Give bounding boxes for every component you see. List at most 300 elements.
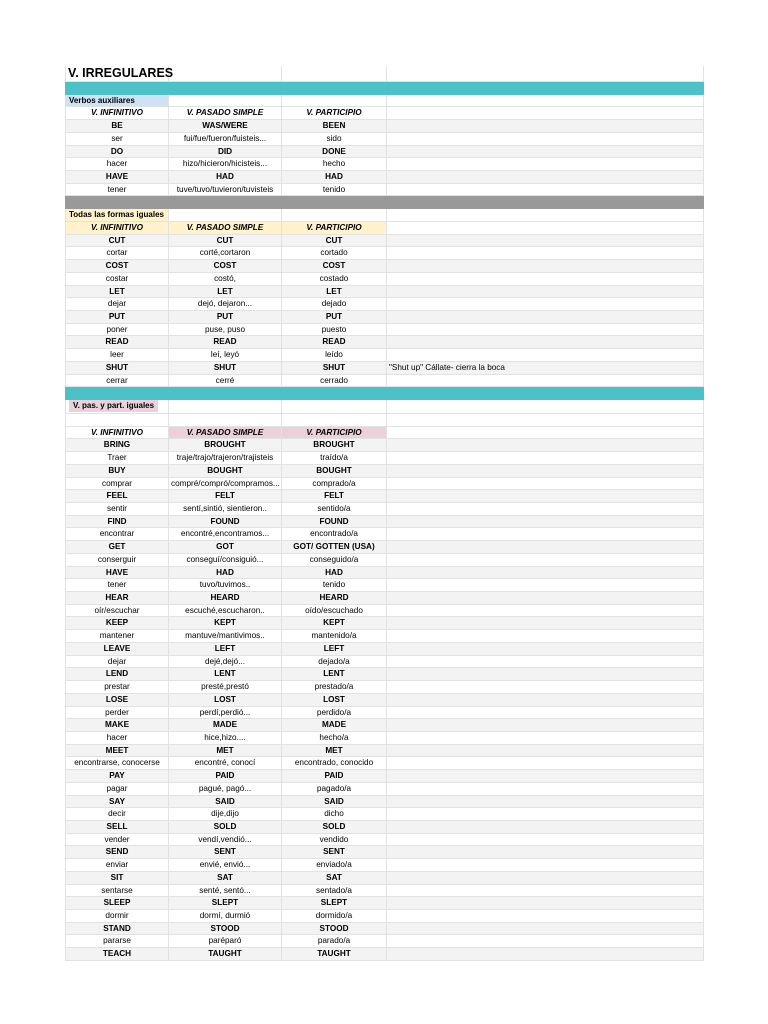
- cell-infinitivo[interactable]: TEACH: [65, 948, 169, 961]
- cell-infinitivo[interactable]: poner: [65, 324, 169, 337]
- cell-nota[interactable]: [387, 745, 704, 758]
- cell-infinitivo[interactable]: encontrarse, conocerse: [65, 757, 169, 770]
- cell-participio[interactable]: MET: [282, 745, 387, 758]
- table-row: [65, 452, 704, 465]
- cell-participio[interactable]: costado: [282, 273, 387, 286]
- cell-infinitivo[interactable]: BUY: [65, 465, 169, 478]
- cell-participio[interactable]: SAID: [282, 796, 387, 809]
- cell-pasado-simple[interactable]: puse, puso: [169, 324, 282, 337]
- cell-pasado-simple[interactable]: STOOD: [169, 923, 282, 936]
- cell-infinitivo[interactable]: SLEEP: [65, 897, 169, 910]
- cell-infinitivo[interactable]: LEND: [65, 668, 169, 681]
- cell-nota[interactable]: [387, 770, 704, 783]
- table-row: [65, 935, 704, 948]
- cell-pasado-simple[interactable]: presté,prestó: [169, 681, 282, 694]
- cell-nota[interactable]: [387, 503, 704, 516]
- cell-nota[interactable]: [387, 158, 704, 171]
- cell-participio[interactable]: TAUGHT: [282, 948, 387, 961]
- cell[interactable]: [387, 209, 704, 222]
- header-participio[interactable]: V. PARTICIPIO: [282, 222, 387, 235]
- cell[interactable]: [65, 82, 169, 95]
- cell-participio[interactable]: oído/escuchado: [282, 605, 387, 618]
- cell-pasado-simple[interactable]: tuve/tuvo/tuvieron/tuvisteis: [169, 184, 282, 197]
- cell[interactable]: [387, 82, 704, 95]
- cell-participio[interactable]: sentido/a: [282, 503, 387, 516]
- cell-pasado-simple[interactable]: TAUGHT: [169, 948, 282, 961]
- table-row: [65, 630, 704, 643]
- cell-nota[interactable]: [387, 630, 704, 643]
- cell-infinitivo[interactable]: pararse: [65, 935, 169, 948]
- cell-nota[interactable]: [387, 668, 704, 681]
- cell-infinitivo[interactable]: GET: [65, 541, 169, 554]
- cell-nota[interactable]: [387, 465, 704, 478]
- cell-participio[interactable]: perdido/a: [282, 707, 387, 720]
- cell-nota[interactable]: [387, 643, 704, 656]
- cell-participio[interactable]: conseguido/a: [282, 554, 387, 567]
- cell-nota[interactable]: [387, 846, 704, 859]
- table-row: [65, 707, 704, 720]
- cell-pasado-simple[interactable]: traje/trajo/trajeron/trajisteis: [169, 452, 282, 465]
- cell-participio[interactable]: LEFT: [282, 643, 387, 656]
- cell-nota[interactable]: [387, 732, 704, 745]
- cell-infinitivo[interactable]: SHUT: [65, 362, 169, 375]
- cell-pasado-simple[interactable]: pagué, pagó...: [169, 783, 282, 796]
- table-row: [65, 885, 704, 898]
- cell-nota[interactable]: "Shut up" Cállate- cierra la boca: [387, 362, 704, 375]
- cell-nota[interactable]: [387, 452, 704, 465]
- cell-nota[interactable]: [387, 490, 704, 503]
- cell-participio[interactable]: dormido/a: [282, 910, 387, 923]
- cell-infinitivo[interactable]: ser: [65, 133, 169, 146]
- cell-infinitivo[interactable]: DO: [65, 146, 169, 159]
- header-pasado-simple[interactable]: V. PASADO SIMPLE: [169, 222, 282, 235]
- cell-pasado-simple[interactable]: FOUND: [169, 516, 282, 529]
- cell-pasado-simple[interactable]: fui/fue/fueron/fuisteis...: [169, 133, 282, 146]
- cell-participio[interactable]: tenido: [282, 579, 387, 592]
- cell-nota[interactable]: [387, 260, 704, 273]
- cell-infinitivo[interactable]: BE: [65, 120, 169, 133]
- cell[interactable]: [282, 209, 387, 222]
- cell-participio[interactable]: COST: [282, 260, 387, 273]
- cell-participio[interactable]: puesto: [282, 324, 387, 337]
- cell-nota[interactable]: [387, 808, 704, 821]
- cell-nota[interactable]: [387, 235, 704, 248]
- cell[interactable]: [169, 95, 282, 108]
- cell-participio[interactable]: STOOD: [282, 923, 387, 936]
- table-row: [65, 516, 704, 529]
- cell-nota[interactable]: [387, 719, 704, 732]
- cell-infinitivo[interactable]: STAND: [65, 923, 169, 936]
- cell-participio[interactable]: FOUND: [282, 516, 387, 529]
- cell-nota[interactable]: [387, 834, 704, 847]
- cell-pasado-simple[interactable]: dormí, durmió: [169, 910, 282, 923]
- cell-pasado-simple[interactable]: CUT: [169, 235, 282, 248]
- cell[interactable]: [65, 387, 169, 400]
- section-label-row: [65, 209, 704, 222]
- cell-pasado-simple[interactable]: LET: [169, 286, 282, 299]
- cell-infinitivo[interactable]: dejar: [65, 298, 169, 311]
- cell-infinitivo[interactable]: encontrar: [65, 528, 169, 541]
- cell[interactable]: [282, 66, 387, 82]
- cell-pasado-simple[interactable]: MADE: [169, 719, 282, 732]
- cell-pasado-simple[interactable]: GOT: [169, 541, 282, 554]
- cell-pasado-simple[interactable]: SENT: [169, 846, 282, 859]
- cell-nota[interactable]: [387, 757, 704, 770]
- cell-infinitivo[interactable]: HEAR: [65, 592, 169, 605]
- cell-infinitivo[interactable]: leer: [65, 349, 169, 362]
- cell[interactable]: [65, 414, 169, 427]
- header-participio[interactable]: V. PARTICIPIO: [282, 107, 387, 120]
- cell-participio[interactable]: enviado/a: [282, 859, 387, 872]
- cell[interactable]: [282, 82, 387, 95]
- cell-infinitivo[interactable]: FEEL: [65, 490, 169, 503]
- cell[interactable]: [169, 400, 282, 414]
- cell-participio[interactable]: BOUGHT: [282, 465, 387, 478]
- cell-pasado-simple[interactable]: dejó, dejaron...: [169, 298, 282, 311]
- cell-pasado-simple[interactable]: SAID: [169, 796, 282, 809]
- cell-infinitivo[interactable]: oír/escuchar: [65, 605, 169, 618]
- cell-nota[interactable]: [387, 694, 704, 707]
- cell-pasado-simple[interactable]: cerré: [169, 375, 282, 388]
- cell-pasado-simple[interactable]: vendí,vendió...: [169, 834, 282, 847]
- cell-infinitivo[interactable]: hacer: [65, 732, 169, 745]
- cell-pasado-simple[interactable]: dejé,dejó...: [169, 656, 282, 669]
- cell-participio[interactable]: traído/a: [282, 452, 387, 465]
- cell-participio[interactable]: encontrado, conocido: [282, 757, 387, 770]
- table-row: [65, 490, 704, 503]
- cell-infinitivo[interactable]: hacer: [65, 158, 169, 171]
- cell-nota[interactable]: [387, 910, 704, 923]
- cell-pasado-simple[interactable]: paréparó: [169, 935, 282, 948]
- cell-nota[interactable]: [387, 796, 704, 809]
- cell[interactable]: [65, 196, 169, 209]
- cell-pasado-simple[interactable]: tuvo/tuvimos..: [169, 579, 282, 592]
- table-row: [65, 349, 704, 362]
- header-pasado-simple[interactable]: V. PASADO SIMPLE: [169, 107, 282, 120]
- cell-infinitivo[interactable]: CUT: [65, 235, 169, 248]
- cell[interactable]: [282, 196, 387, 209]
- cell-participio[interactable]: DONE: [282, 146, 387, 159]
- cell-participio[interactable]: LOST: [282, 694, 387, 707]
- cell-pasado-simple[interactable]: envié, envió...: [169, 859, 282, 872]
- cell-nota[interactable]: [387, 184, 704, 197]
- cell-participio[interactable]: PAID: [282, 770, 387, 783]
- cell-participio[interactable]: HAD: [282, 171, 387, 184]
- cell-participio[interactable]: parado/a: [282, 935, 387, 948]
- cell[interactable]: [282, 400, 387, 414]
- cell-pasado-simple[interactable]: WAS/WERE: [169, 120, 282, 133]
- cell-participio[interactable]: vendido: [282, 834, 387, 847]
- cell-infinitivo[interactable]: dejar: [65, 656, 169, 669]
- cell-infinitivo[interactable]: KEEP: [65, 617, 169, 630]
- cell[interactable]: [387, 222, 704, 235]
- cell-infinitivo[interactable]: BRING: [65, 439, 169, 452]
- cell-infinitivo[interactable]: MAKE: [65, 719, 169, 732]
- cell-pasado-simple[interactable]: READ: [169, 336, 282, 349]
- cell-infinitivo[interactable]: enviar: [65, 859, 169, 872]
- cell-pasado-simple[interactable]: senté, sentó...: [169, 885, 282, 898]
- cell-participio[interactable]: encontrado/a: [282, 528, 387, 541]
- cell-participio[interactable]: GOT/ GOTTEN (USA): [282, 541, 387, 554]
- cell-nota[interactable]: [387, 567, 704, 580]
- header-infinitivo[interactable]: V. INFINITIVO: [65, 222, 169, 235]
- cell-participio[interactable]: cortado: [282, 247, 387, 260]
- cell-nota[interactable]: [387, 935, 704, 948]
- cell-participio[interactable]: sentado/a: [282, 885, 387, 898]
- cell-participio[interactable]: SENT: [282, 846, 387, 859]
- cell-infinitivo[interactable]: LET: [65, 286, 169, 299]
- cell-infinitivo[interactable]: PAY: [65, 770, 169, 783]
- cell-pasado-simple[interactable]: hice,hizo....: [169, 732, 282, 745]
- cell-participio[interactable]: hecho: [282, 158, 387, 171]
- cell-nota[interactable]: [387, 528, 704, 541]
- cell[interactable]: [282, 95, 387, 108]
- cell-pasado-simple[interactable]: COST: [169, 260, 282, 273]
- cell-pasado-simple[interactable]: costó,: [169, 273, 282, 286]
- blank-row: [65, 414, 704, 427]
- cell[interactable]: [169, 196, 282, 209]
- cell[interactable]: [282, 414, 387, 427]
- cell-infinitivo[interactable]: prestar: [65, 681, 169, 694]
- cell-nota[interactable]: [387, 286, 704, 299]
- cell-participio[interactable]: sido: [282, 133, 387, 146]
- cell-infinitivo[interactable]: READ: [65, 336, 169, 349]
- cell-nota[interactable]: [387, 516, 704, 529]
- cell-nota[interactable]: [387, 885, 704, 898]
- cell-infinitivo[interactable]: dormir: [65, 910, 169, 923]
- cell-nota[interactable]: [387, 541, 704, 554]
- cell-participio[interactable]: BEEN: [282, 120, 387, 133]
- cell-nota[interactable]: [387, 681, 704, 694]
- cell[interactable]: [387, 107, 704, 120]
- cell[interactable]: [169, 414, 282, 427]
- cell-infinitivo[interactable]: PUT: [65, 311, 169, 324]
- cell-participio[interactable]: READ: [282, 336, 387, 349]
- cell-infinitivo[interactable]: tener: [65, 579, 169, 592]
- cell-infinitivo[interactable]: decir: [65, 808, 169, 821]
- cell-participio[interactable]: PUT: [282, 311, 387, 324]
- cell-nota[interactable]: [387, 298, 704, 311]
- table-row: [65, 478, 704, 491]
- cell-nota[interactable]: [387, 247, 704, 260]
- table-row: [65, 719, 704, 732]
- cell-nota[interactable]: [387, 923, 704, 936]
- cell-pasado-simple[interactable]: LEFT: [169, 643, 282, 656]
- section1-table: [65, 120, 704, 196]
- cell-nota[interactable]: [387, 859, 704, 872]
- cell[interactable]: [387, 196, 704, 209]
- cell-pasado-simple[interactable]: HEARD: [169, 592, 282, 605]
- cell[interactable]: [387, 387, 704, 400]
- cell-nota[interactable]: [387, 311, 704, 324]
- cell-nota[interactable]: [387, 948, 704, 961]
- cell-nota[interactable]: [387, 707, 704, 720]
- cell-nota[interactable]: [387, 579, 704, 592]
- cell-pasado-simple[interactable]: LOST: [169, 694, 282, 707]
- table-row: [65, 120, 704, 133]
- cell-participio[interactable]: LET: [282, 286, 387, 299]
- cell-infinitivo[interactable]: sentir: [65, 503, 169, 516]
- cell-infinitivo[interactable]: LOSE: [65, 694, 169, 707]
- cell-participio[interactable]: mantenido/a: [282, 630, 387, 643]
- cell-infinitivo[interactable]: mantener: [65, 630, 169, 643]
- cell-pasado-simple[interactable]: encontré, conocí: [169, 757, 282, 770]
- cell-participio[interactable]: cerrado: [282, 375, 387, 388]
- cell-pasado-simple[interactable]: KEPT: [169, 617, 282, 630]
- cell-infinitivo[interactable]: SEND: [65, 846, 169, 859]
- cell-pasado-simple[interactable]: BROUGHT: [169, 439, 282, 452]
- cell-participio[interactable]: HEARD: [282, 592, 387, 605]
- cell-participio[interactable]: KEPT: [282, 617, 387, 630]
- cell-participio[interactable]: dicho: [282, 808, 387, 821]
- cell-participio[interactable]: dejado/a: [282, 656, 387, 669]
- cell-pasado-simple[interactable]: SOLD: [169, 821, 282, 834]
- cell-infinitivo[interactable]: SAY: [65, 796, 169, 809]
- cell-nota[interactable]: [387, 120, 704, 133]
- cell-nota[interactable]: [387, 478, 704, 491]
- cell-participio[interactable]: hecho/a: [282, 732, 387, 745]
- cell-pasado-simple[interactable]: dije,dijo: [169, 808, 282, 821]
- cell[interactable]: [169, 66, 282, 82]
- cell[interactable]: [282, 387, 387, 400]
- cell-nota[interactable]: [387, 554, 704, 567]
- cell-infinitivo[interactable]: costar: [65, 273, 169, 286]
- cell-infinitivo[interactable]: HAVE: [65, 567, 169, 580]
- cell-infinitivo[interactable]: FIND: [65, 516, 169, 529]
- cell[interactable]: [387, 95, 704, 108]
- section3-table: [65, 439, 704, 960]
- cell-pasado-simple[interactable]: sentí,sintió, sientieron..: [169, 503, 282, 516]
- cell-pasado-simple[interactable]: hizo/hicieron/hicisteis...: [169, 158, 282, 171]
- cell-pasado-simple[interactable]: perdí,perdió...: [169, 707, 282, 720]
- cell-pasado-simple[interactable]: PUT: [169, 311, 282, 324]
- cell-participio[interactable]: prestado/a: [282, 681, 387, 694]
- cell-nota[interactable]: [387, 592, 704, 605]
- cell[interactable]: [169, 82, 282, 95]
- cell-pasado-simple[interactable]: BOUGHT: [169, 465, 282, 478]
- cell-pasado-simple[interactable]: mantuve/mantivimos..: [169, 630, 282, 643]
- cell-pasado-simple[interactable]: HAD: [169, 567, 282, 580]
- cell-infinitivo[interactable]: tener: [65, 184, 169, 197]
- cell[interactable]: [169, 209, 282, 222]
- cell-participio[interactable]: LENT: [282, 668, 387, 681]
- cell-nota[interactable]: [387, 656, 704, 669]
- cell-participio[interactable]: SLEPT: [282, 897, 387, 910]
- cell-infinitivo[interactable]: Traer: [65, 452, 169, 465]
- cell-pasado-simple[interactable]: corté,cortaron: [169, 247, 282, 260]
- cell-pasado-simple[interactable]: DID: [169, 146, 282, 159]
- cell-pasado-simple[interactable]: SHUT: [169, 362, 282, 375]
- header-pasado-simple[interactable]: V. PASADO SIMPLE: [169, 427, 282, 440]
- cell-pasado-simple[interactable]: encontré,encontramos...: [169, 528, 282, 541]
- cell-infinitivo[interactable]: pagar: [65, 783, 169, 796]
- cell-nota[interactable]: [387, 605, 704, 618]
- cell-nota[interactable]: [387, 336, 704, 349]
- cell-infinitivo[interactable]: perder: [65, 707, 169, 720]
- cell-pasado-simple[interactable]: HAD: [169, 171, 282, 184]
- cell-pasado-simple[interactable]: FELT: [169, 490, 282, 503]
- cell-infinitivo[interactable]: conserguir: [65, 554, 169, 567]
- section-label-cell[interactable]: [65, 400, 169, 414]
- cell-nota[interactable]: [387, 872, 704, 885]
- cell-participio[interactable]: MADE: [282, 719, 387, 732]
- cell[interactable]: [387, 66, 704, 82]
- cell-pasado-simple[interactable]: leí, leyó: [169, 349, 282, 362]
- table-row: [65, 617, 704, 630]
- cell-participio[interactable]: CUT: [282, 235, 387, 248]
- cell-nota[interactable]: [387, 897, 704, 910]
- cell-infinitivo[interactable]: SELL: [65, 821, 169, 834]
- cell-participio[interactable]: BROUGHT: [282, 439, 387, 452]
- cell-infinitivo[interactable]: LEAVE: [65, 643, 169, 656]
- cell-participio[interactable]: tenido: [282, 184, 387, 197]
- cell-participio[interactable]: SOLD: [282, 821, 387, 834]
- cell-nota[interactable]: [387, 146, 704, 159]
- cell[interactable]: [387, 400, 704, 414]
- cell-infinitivo[interactable]: sentarse: [65, 885, 169, 898]
- cell-participio[interactable]: dejado: [282, 298, 387, 311]
- cell-pasado-simple[interactable]: compré/compró/compramos...: [169, 478, 282, 491]
- cell-pasado-simple[interactable]: escuché,escucharon..: [169, 605, 282, 618]
- title-row: [65, 66, 704, 82]
- cell-pasado-simple[interactable]: PAID: [169, 770, 282, 783]
- cell-participio[interactable]: SAT: [282, 872, 387, 885]
- cell-participio[interactable]: comprado/a: [282, 478, 387, 491]
- cell-participio[interactable]: SHUT: [282, 362, 387, 375]
- cell-nota[interactable]: [387, 783, 704, 796]
- cell-nota[interactable]: [387, 821, 704, 834]
- cell-infinitivo[interactable]: SIT: [65, 872, 169, 885]
- cell-pasado-simple[interactable]: conseguí/consiguió...: [169, 554, 282, 567]
- table-row: [65, 859, 704, 872]
- cell-participio[interactable]: leído: [282, 349, 387, 362]
- cell-nota[interactable]: [387, 375, 704, 388]
- table-row: [65, 273, 704, 286]
- cell-nota[interactable]: [387, 171, 704, 184]
- section-label-iguales[interactable]: Todas las formas iguales: [65, 209, 169, 222]
- cell-pasado-simple[interactable]: MET: [169, 745, 282, 758]
- cell-nota[interactable]: [387, 133, 704, 146]
- cell-infinitivo[interactable]: cerrar: [65, 375, 169, 388]
- cell[interactable]: [387, 427, 704, 440]
- cell-pasado-simple[interactable]: LENT: [169, 668, 282, 681]
- teal-divider: [65, 387, 704, 400]
- cell-nota[interactable]: [387, 324, 704, 337]
- cell-infinitivo[interactable]: MEET: [65, 745, 169, 758]
- cell-nota[interactable]: [387, 439, 704, 452]
- cell-participio[interactable]: pagado/a: [282, 783, 387, 796]
- cell-pasado-simple[interactable]: SAT: [169, 872, 282, 885]
- cell-nota[interactable]: [387, 349, 704, 362]
- cell-infinitivo[interactable]: cortar: [65, 247, 169, 260]
- cell[interactable]: [169, 387, 282, 400]
- cell-pasado-simple[interactable]: SLEPT: [169, 897, 282, 910]
- header-participio[interactable]: V. PARTICIPIO: [282, 427, 387, 440]
- section-label-auxiliares[interactable]: Verbos auxiliares: [65, 95, 169, 108]
- header-infinitivo[interactable]: V. INFINITIVO: [65, 427, 169, 440]
- cell-nota[interactable]: [387, 273, 704, 286]
- cell-infinitivo[interactable]: comprar: [65, 478, 169, 491]
- cell-participio[interactable]: FELT: [282, 490, 387, 503]
- cell-nota[interactable]: [387, 617, 704, 630]
- cell-participio[interactable]: HAD: [282, 567, 387, 580]
- cell-infinitivo[interactable]: vender: [65, 834, 169, 847]
- cell-infinitivo[interactable]: COST: [65, 260, 169, 273]
- header-infinitivo[interactable]: V. INFINITIVO: [65, 107, 169, 120]
- cell[interactable]: [387, 414, 704, 427]
- cell-infinitivo[interactable]: HAVE: [65, 171, 169, 184]
- sheet-title[interactable]: V. IRREGULARES: [65, 66, 169, 82]
